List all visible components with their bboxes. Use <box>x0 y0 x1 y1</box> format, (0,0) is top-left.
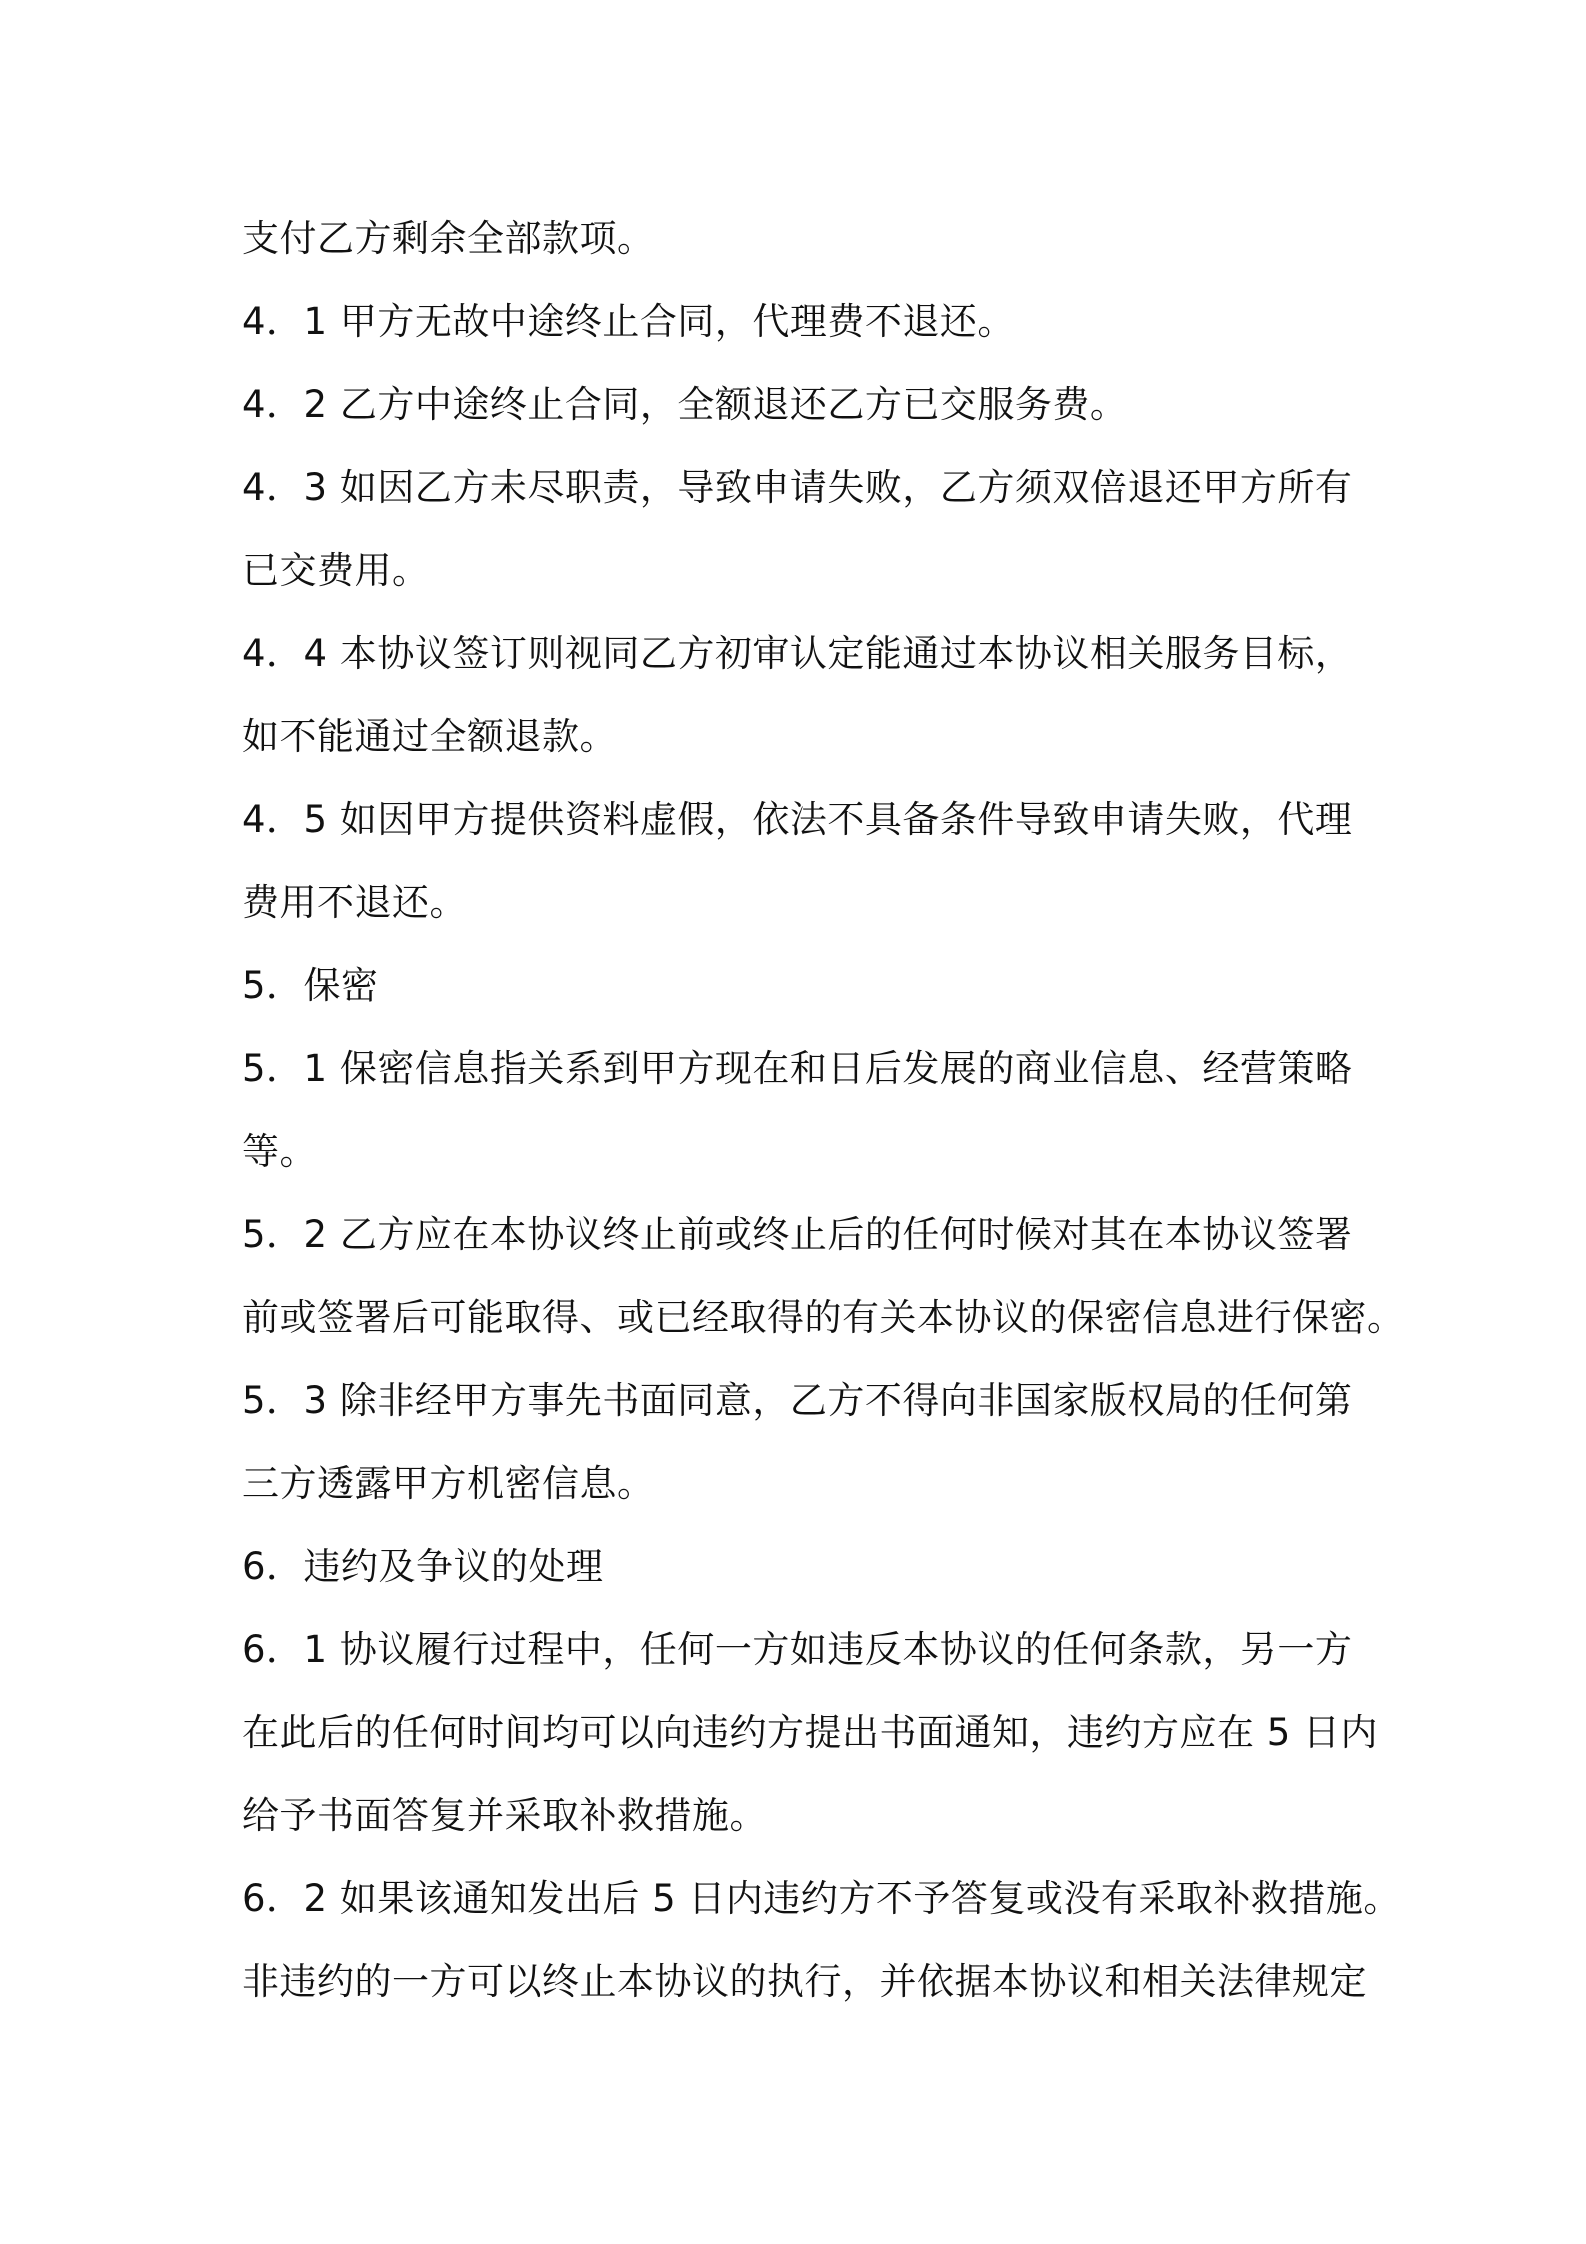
text-line: 5．1 保密信息指关系到甲方现在和日后发展的商业信息、经营策略 <box>242 1047 1353 1090</box>
document-body <box>242 197 1405 2023</box>
text-line: 已交费用。 <box>242 549 430 592</box>
text-line: 6．1 协议履行过程中，任何一方如违反本协议的任何条款，另一方 <box>242 1628 1353 1671</box>
text-line: 6．2 如果该通知发出后 5 日内违约方不予答复或没有采取补救措施。 <box>242 1877 1401 1920</box>
text-line: 前或签署后可能取得、或已经取得的有关本协议的保密信息进行保密。 <box>242 1296 1405 1339</box>
text-line: 在此后的任何时间均可以向违约方提出书面通知，违约方应在 5 日内 <box>242 1711 1379 1754</box>
section-heading: 5．保密 <box>242 964 379 1007</box>
text-line: 非违约的一方可以终止本协议的执行，并依据本协议和相关法律规定 <box>242 1960 1367 2003</box>
text-line: 给予书面答复并采取补救措施。 <box>242 1794 767 1837</box>
text-line: 等。 <box>242 1130 317 1173</box>
text-line: 三方透露甲方机密信息。 <box>242 1462 655 1505</box>
text-line: 如不能通过全额退款。 <box>242 715 617 758</box>
text-line: 费用不退还。 <box>242 881 467 924</box>
text-line: 支付乙方剩余全部款项。 <box>242 217 655 260</box>
text-line: 4．5 如因甲方提供资料虚假，依法不具备条件导致申请失败，代理 <box>242 798 1353 841</box>
text-line: 4．1 甲方无故中途终止合同，代理费不退还。 <box>242 300 1015 343</box>
section-heading: 6．违约及争议的处理 <box>242 1545 604 1588</box>
text-line: 5．2 乙方应在本协议终止前或终止后的任何时候对其在本协议签署 <box>242 1213 1353 1256</box>
text-line: 4．2 乙方中途终止合同，全额退还乙方已交服务费。 <box>242 383 1128 426</box>
text-line: 5．3 除非经甲方事先书面同意，乙方不得向非国家版权局的任何第 <box>242 1379 1353 1422</box>
text-line: 4．4 本协议签订则视同乙方初审认定能通过本协议相关服务目标， <box>242 632 1353 675</box>
text-line: 4．3 如因乙方未尽职责，导致申请失败，乙方须双倍退还甲方所有 <box>242 466 1353 509</box>
